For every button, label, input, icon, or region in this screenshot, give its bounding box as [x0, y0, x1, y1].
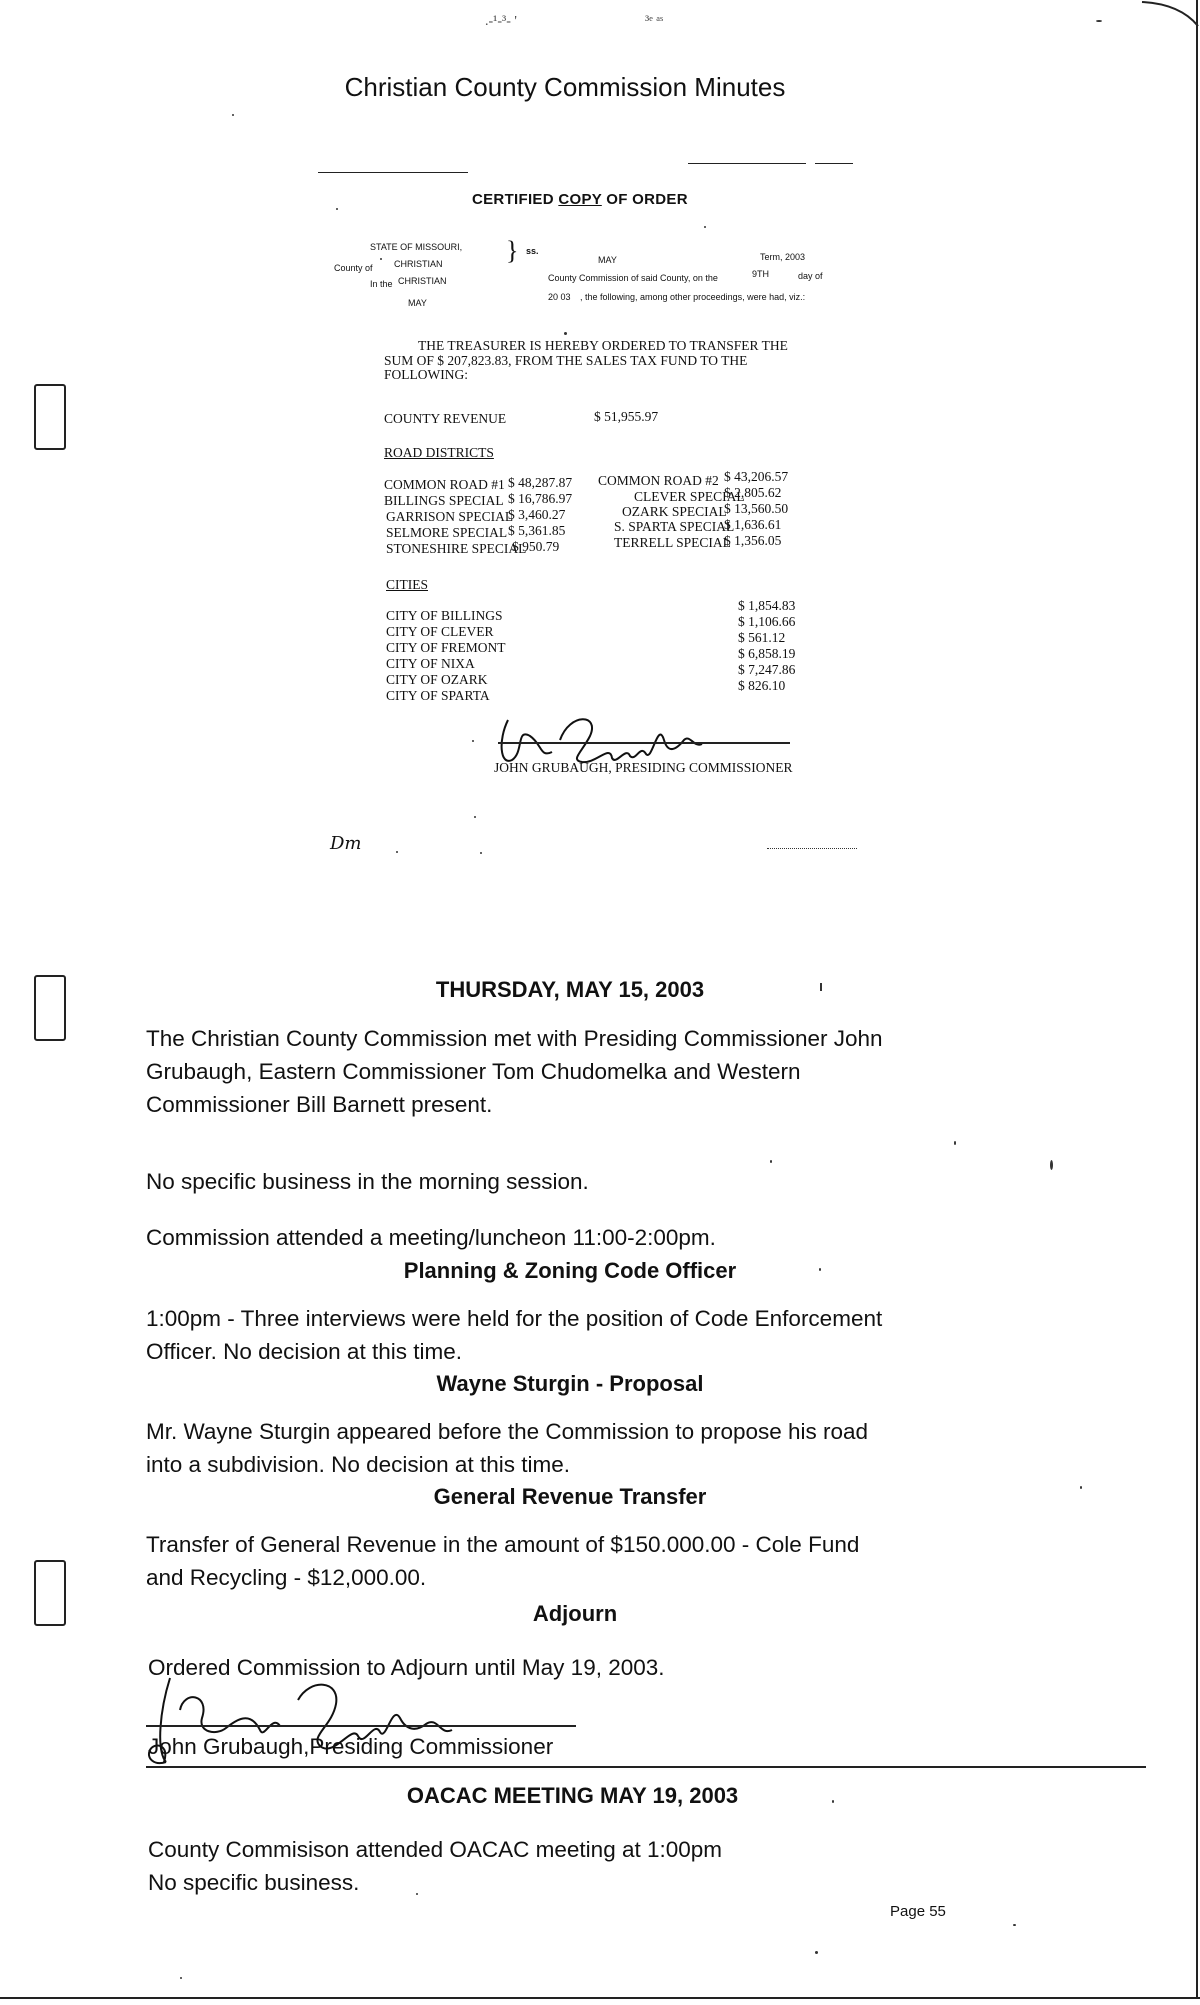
- road-right-label: S. SPARTA SPECIAL: [614, 519, 735, 534]
- section-body-sturgin: Mr. Wayne Sturgin appeared before the Commission to propose his road into a subdivision. No decision at this time.: [146, 1419, 869, 1477]
- in-the-label: In the: [370, 279, 393, 289]
- signature-upper-caption: JOHN GRUBAUGH, PRESIDING COMMISSIONER: [494, 760, 793, 775]
- year-line: 20 03: [548, 292, 571, 302]
- section-body-transfer: Transfer of General Revenue in the amount of $150.000.00 - Cole Fund and Recycling - $12,000.00.: [146, 1532, 860, 1590]
- page-title: Christian County Commission Minutes: [344, 72, 786, 102]
- road-left-value: $ 950.79: [512, 539, 560, 554]
- city-label: CITY OF OZARK: [386, 672, 488, 687]
- city-label: CITY OF NIXA: [386, 656, 475, 671]
- scan-smudge-top-2: ³ᵉ ᵃˢ: [645, 14, 664, 29]
- road-left-value: $ 3,460.27: [508, 507, 566, 522]
- city-value: $ 7,247.86: [738, 662, 796, 677]
- city-value: $ 826.10: [738, 678, 786, 693]
- page-number: Page 55: [890, 1903, 946, 1920]
- hole-punch-top: [34, 384, 66, 450]
- proceedings-line: , the following, among other proceedings, were had, viz.:: [580, 292, 806, 302]
- order-text: THE TREASURER IS HEREBY ORDERED TO TRANSFER THE SUM OF $ 207,823.83, FROM THE SALES TAX FUND TO THE FOLLOWING:: [384, 338, 788, 382]
- road-left-label: STONESHIRE SPECIAL: [386, 541, 527, 556]
- road-right-label: CLEVER SPECIAL: [634, 489, 745, 504]
- page-border-right: [1196, 0, 1198, 1998]
- day-of-label: day of: [798, 271, 823, 281]
- day-value: 9TH: [752, 269, 770, 279]
- section-heading-adjourn: Adjourn: [532, 1601, 618, 1626]
- meeting-date-heading: THURSDAY, MAY 15, 2003: [435, 977, 705, 1002]
- city-value: $ 1,106.66: [738, 614, 796, 629]
- section-divider: [146, 1766, 1146, 1768]
- page-border-bottom: [0, 1997, 1200, 1999]
- road-right-label: OZARK SPECIAL: [622, 504, 727, 519]
- month-value-2: MAY: [408, 298, 427, 308]
- luncheon-note: Commission attended a meeting/luncheon 11:00-2:00pm.: [146, 1225, 716, 1250]
- road-right-label: COMMON ROAD #2: [598, 473, 719, 488]
- county-of-label: County of: [334, 263, 373, 273]
- road-left-value: $ 16,786.97: [508, 491, 573, 506]
- road-left-label: COMMON ROAD #1: [384, 477, 505, 492]
- page-corner-curl: [1140, 0, 1200, 30]
- term-value: Term, 2003: [760, 252, 806, 262]
- section-heading-planning: Planning & Zoning Code Officer: [403, 1258, 737, 1283]
- dotted-rule: [767, 848, 857, 850]
- city-label: CITY OF FREMONT: [386, 640, 506, 655]
- commission-line: County Commission of said County, on the: [548, 273, 718, 283]
- scan-smudge-top: .-¹-³- ': [485, 14, 517, 29]
- section-heading-transfer: General Revenue Transfer: [433, 1484, 707, 1509]
- cities-heading: CITIES: [386, 577, 428, 592]
- signature-upper-line: [498, 742, 790, 744]
- morning-session-note: No specific business in the morning session.: [146, 1169, 589, 1194]
- certified-copy-heading: CERTIFIED COPY OF ORDER: [472, 191, 688, 208]
- ss-label: ss.: [526, 246, 539, 256]
- state-label: STATE OF MISSOURI,: [370, 242, 463, 252]
- road-left-value: $ 48,287.87: [508, 475, 573, 490]
- road-right-label: TERRELL SPECIAL: [614, 535, 731, 550]
- city-value: $ 6,858.19: [738, 646, 796, 661]
- section-body-adjourn: Ordered Commission to Adjourn until May 19, 2003.: [148, 1655, 665, 1680]
- month-value-1: MAY: [598, 255, 617, 265]
- city-label: CITY OF CLEVER: [386, 624, 494, 639]
- road-right-value: $ 1,636.61: [724, 517, 782, 532]
- meeting-intro: The Christian County Commission met with Presiding Commissioner John Grubaugh, Eastern Commissioner Tom Chudomelka and Western Commissioner Bill Barnett present.: [146, 1026, 883, 1117]
- city-label: CITY OF SPARTA: [386, 688, 490, 703]
- section-body-planning: 1:00pm - Three interviews were held for the position of Code Enforcement Officer. No decision at this time.: [146, 1306, 883, 1364]
- cert-top-rule-left: [318, 172, 468, 173]
- road-left-value: $ 5,361.85: [508, 523, 566, 538]
- initials-scribble: Dm: [330, 833, 362, 854]
- road-left-label: SELMORE SPECIAL: [386, 525, 508, 540]
- road-right-value: $ 1,356.05: [724, 533, 782, 548]
- county-revenue-value: $ 51,955.97: [594, 409, 659, 424]
- city-value: $ 1,854.83: [738, 598, 796, 613]
- signature-lower-caption: John Grubaugh,Presiding Commissioner: [148, 1734, 554, 1759]
- county-of-value: CHRISTIAN: [394, 259, 443, 269]
- road-left-label: BILLINGS SPECIAL: [384, 493, 504, 508]
- cert-top-rule-right: [688, 163, 806, 164]
- road-right-value: $ 13,560.50: [724, 501, 789, 516]
- oacac-heading: OACAC MEETING MAY 19, 2003: [406, 1783, 739, 1808]
- road-right-value: $ 2,805.62: [724, 485, 782, 500]
- cert-top-rule-right-2: [815, 163, 853, 164]
- road-right-value: $ 43,206.57: [724, 469, 789, 484]
- road-districts-heading: ROAD DISTRICTS: [384, 445, 494, 460]
- oacac-body: County Commisison attended OACAC meeting at 1:00pm No specific business.: [148, 1837, 723, 1895]
- section-heading-sturgin: Wayne Sturgin - Proposal: [436, 1371, 704, 1396]
- bracket: }: [506, 236, 519, 265]
- signature-lower-line: [146, 1725, 576, 1727]
- county-revenue-label: COUNTY REVENUE: [384, 411, 507, 426]
- city-value: $ 561.12: [738, 630, 786, 645]
- in-the-value: CHRISTIAN: [398, 276, 447, 286]
- road-left-label: GARRISON SPECIAL: [386, 509, 514, 524]
- city-label: CITY OF BILLINGS: [386, 608, 503, 623]
